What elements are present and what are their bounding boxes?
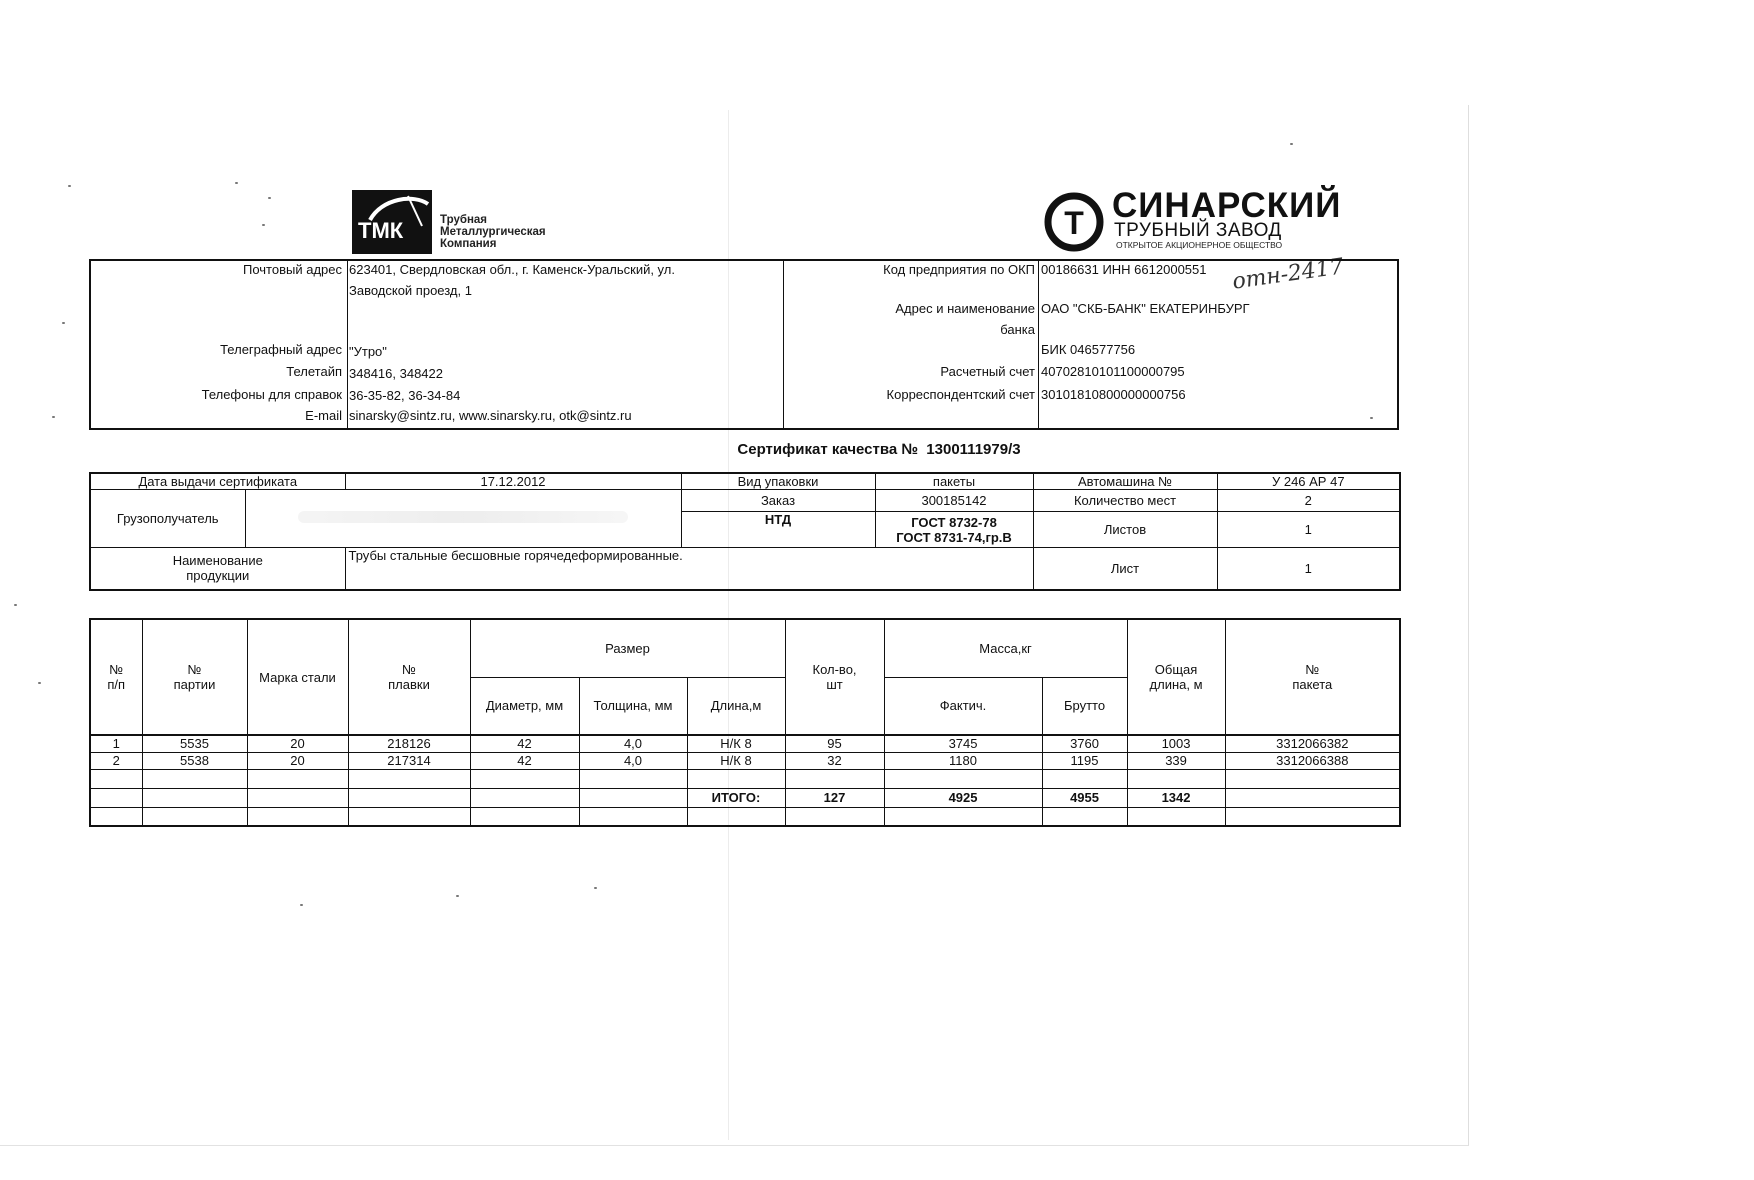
product-label-line2: продукции: [186, 568, 250, 584]
pipes-table: [89, 618, 1401, 827]
scan-speck: [14, 604, 17, 606]
consignee-value: [245, 490, 681, 548]
row1-gross: 3760: [1042, 735, 1127, 752]
row1-diameter: 42: [470, 735, 579, 752]
tmk-logo-mark: [352, 190, 432, 254]
info-divider: [347, 261, 348, 428]
row1-qty: 95: [785, 735, 884, 752]
table-row-empty: [90, 769, 1400, 788]
scan-speck: [594, 887, 597, 889]
order-label: Заказ: [681, 490, 875, 512]
account-value: 40702810101100000795: [1041, 364, 1185, 379]
row1-length: Н/К 8: [687, 735, 785, 752]
scan-speck: [1290, 143, 1293, 145]
sinarsky-logo-mark: [1038, 190, 1112, 254]
row2-batch: 5538: [142, 752, 247, 769]
header-heat-line1: №: [402, 662, 416, 677]
header-steel: Марка стали: [247, 619, 348, 735]
certificate-title-label: Сертификат качества №: [737, 441, 919, 458]
sheets-value: 1: [1217, 512, 1400, 548]
table-row-empty: [90, 807, 1400, 826]
row2-total-length: 339: [1127, 752, 1225, 769]
table-row: [90, 735, 1400, 752]
header-qty-line1: Кол-во,: [812, 662, 857, 677]
header-thickness: Толщина, мм: [579, 677, 687, 735]
handwritten-note: отн-2417: [1230, 254, 1346, 295]
scan-speck: [68, 185, 71, 187]
ntd-label: НТД: [681, 512, 875, 548]
scan-speck: [235, 182, 238, 184]
totals-qty: 127: [785, 788, 884, 807]
account-label: Расчетный счет: [940, 364, 1035, 379]
header-total-length-line1: Общая: [1154, 662, 1198, 677]
pack-value: пакеты: [875, 473, 1033, 490]
header-diameter: Диаметр, мм: [470, 677, 579, 735]
row1-batch: 5535: [142, 735, 247, 752]
ntd-value-line1: ГОСТ 8732-78: [911, 514, 997, 530]
truck-value: У 246 АР 47: [1217, 473, 1400, 490]
header-package-line1: №: [1305, 662, 1320, 677]
sheet-value: 1: [1217, 548, 1400, 590]
okp-label: Код предприятия по ОКП: [883, 262, 1035, 277]
scan-speck: [456, 895, 459, 897]
totals-row: [90, 788, 1400, 807]
okp-value: 00186631 ИНН 6612000551: [1041, 262, 1207, 277]
header-gross: Брутто: [1042, 677, 1127, 735]
header-batch: [142, 619, 247, 735]
row2-length: Н/К 8: [687, 752, 785, 769]
places-value: 2: [1217, 490, 1400, 512]
header-total-length: [1127, 619, 1225, 735]
telegraph-label: Телеграфный адрес: [220, 342, 342, 357]
header-num-line1: №: [109, 662, 124, 677]
header-num-line2: п/п: [107, 677, 126, 692]
scan-speck: [300, 904, 303, 906]
teletype-value: 348416, 348422: [349, 366, 443, 381]
sinarsky-logo-letter: Т: [1064, 205, 1084, 241]
shipment-table: [89, 472, 1401, 591]
scan-speck: [262, 224, 265, 226]
row2-num: 2: [90, 752, 142, 769]
product-label-line1: Наименование: [172, 553, 263, 569]
header-actual: Фактич.: [884, 677, 1042, 735]
ntd-value: [875, 512, 1033, 548]
postal-address-line2: Заводской проезд, 1: [349, 283, 472, 298]
postal-address-line1: 623401, Свердловская обл., г. Каменск-Уральский, ул.: [349, 262, 675, 277]
tmk-line1: Трубная: [440, 214, 488, 226]
places-label: Количество мест: [1033, 490, 1217, 512]
totals-gross: 4955: [1042, 788, 1127, 807]
email-label: E-mail: [305, 408, 342, 423]
tmk-logo: [352, 190, 432, 254]
postal-address-label: Почтовый адрес: [243, 262, 342, 277]
certificate-number: 1300111979/3: [926, 441, 1021, 458]
header-heat: [348, 619, 470, 735]
row1-actual: 3745: [884, 735, 1042, 752]
teletype-label: Телетайп: [286, 364, 342, 379]
row2-package: 3312066388: [1225, 752, 1400, 769]
truck-label: Автомашина №: [1033, 473, 1217, 490]
scan-speck: [38, 682, 41, 684]
bank-label-2: банка: [1000, 322, 1035, 337]
info-divider: [1038, 261, 1039, 428]
header-size: Размер: [470, 619, 785, 677]
email-value: sinarsky@sintz.ru, www.sinarsky.ru, otk@sintz.ru: [349, 408, 632, 423]
certificate-title: [0, 441, 1754, 458]
scan-speck: [268, 197, 271, 199]
header-package: [1225, 619, 1400, 735]
ntd-value-line2: ГОСТ 8731-74,гр.В: [896, 529, 1012, 545]
tmk-company-name: [440, 214, 546, 250]
corr-account-label: Корреспондентский счет: [886, 387, 1035, 402]
bank-value: ОАО "СКБ-БАНК" ЕКАТЕРИНБУРГ: [1041, 301, 1250, 316]
row1-steel: 20: [247, 735, 348, 752]
phones-value: 36-35-82, 36-34-84: [349, 388, 461, 403]
phones-label: Телефоны для справок: [201, 387, 342, 402]
row2-steel: 20: [247, 752, 348, 769]
sinarsky-subtitle: ТРУБНЫЙ ЗАВОД: [1114, 220, 1282, 241]
order-value: 300185142: [875, 490, 1033, 512]
header-mass: Масса,кг: [884, 619, 1127, 677]
tmk-line3: Компания: [440, 238, 497, 250]
issue-date-label: Дата выдачи сертификата: [90, 473, 345, 490]
row2-qty: 32: [785, 752, 884, 769]
scan-speck: [62, 322, 65, 324]
header-qty: [785, 619, 884, 735]
consignee-redacted: [298, 511, 628, 523]
header-package-line2: пакета: [1292, 677, 1333, 692]
header-total-length-line2: длина, м: [1149, 677, 1203, 692]
tmk-logo-letters: ТМК: [358, 218, 404, 243]
consignee-label: Грузополучатель: [90, 490, 245, 548]
header-batch-line2: партии: [173, 677, 216, 692]
row1-total-length: 1003: [1127, 735, 1225, 752]
scan-speck: [52, 416, 55, 418]
row2-actual: 1180: [884, 752, 1042, 769]
row1-thickness: 4,0: [579, 735, 687, 752]
info-divider: [783, 261, 784, 428]
table-row: [90, 752, 1400, 769]
bank-label-1: Адрес и наименование: [895, 301, 1035, 316]
sinarsky-name: СИНАРСКИЙ: [1112, 186, 1342, 225]
sheets-label: Листов: [1033, 512, 1217, 548]
row2-gross: 1195: [1042, 752, 1127, 769]
totals-actual: 4925: [884, 788, 1042, 807]
row2-thickness: 4,0: [579, 752, 687, 769]
product-label: [90, 548, 345, 590]
header-heat-line2: плавки: [388, 677, 430, 692]
telegraph-value: "Утро": [349, 344, 387, 359]
sinarsky-company-type: ОТКРЫТОЕ АКЦИОНЕРНОЕ ОБЩЕСТВО: [1116, 240, 1283, 250]
product-value: Трубы стальные бесшовные горячедеформированные.: [345, 548, 1033, 590]
row1-package: 3312066382: [1225, 735, 1400, 752]
row1-num: 1: [90, 735, 142, 752]
row1-heat: 218126: [348, 735, 470, 752]
bik-value: БИК 046577756: [1041, 342, 1136, 357]
totals-label: ИТОГО:: [687, 788, 785, 807]
issue-date-value: 17.12.2012: [345, 473, 681, 490]
pack-label: Вид упаковки: [681, 473, 875, 490]
header-length: Длина,м: [687, 677, 785, 735]
tmk-line2: Металлургическая: [440, 226, 546, 238]
header-num: [90, 619, 142, 735]
row2-heat: 217314: [348, 752, 470, 769]
corr-account-value: 30101810800000000756: [1041, 387, 1186, 402]
sheet-label: Лист: [1033, 548, 1217, 590]
totals-total-length: 1342: [1127, 788, 1225, 807]
header-qty-line2: шт: [826, 677, 843, 692]
row2-diameter: 42: [470, 752, 579, 769]
header-batch-line1: №: [187, 662, 202, 677]
